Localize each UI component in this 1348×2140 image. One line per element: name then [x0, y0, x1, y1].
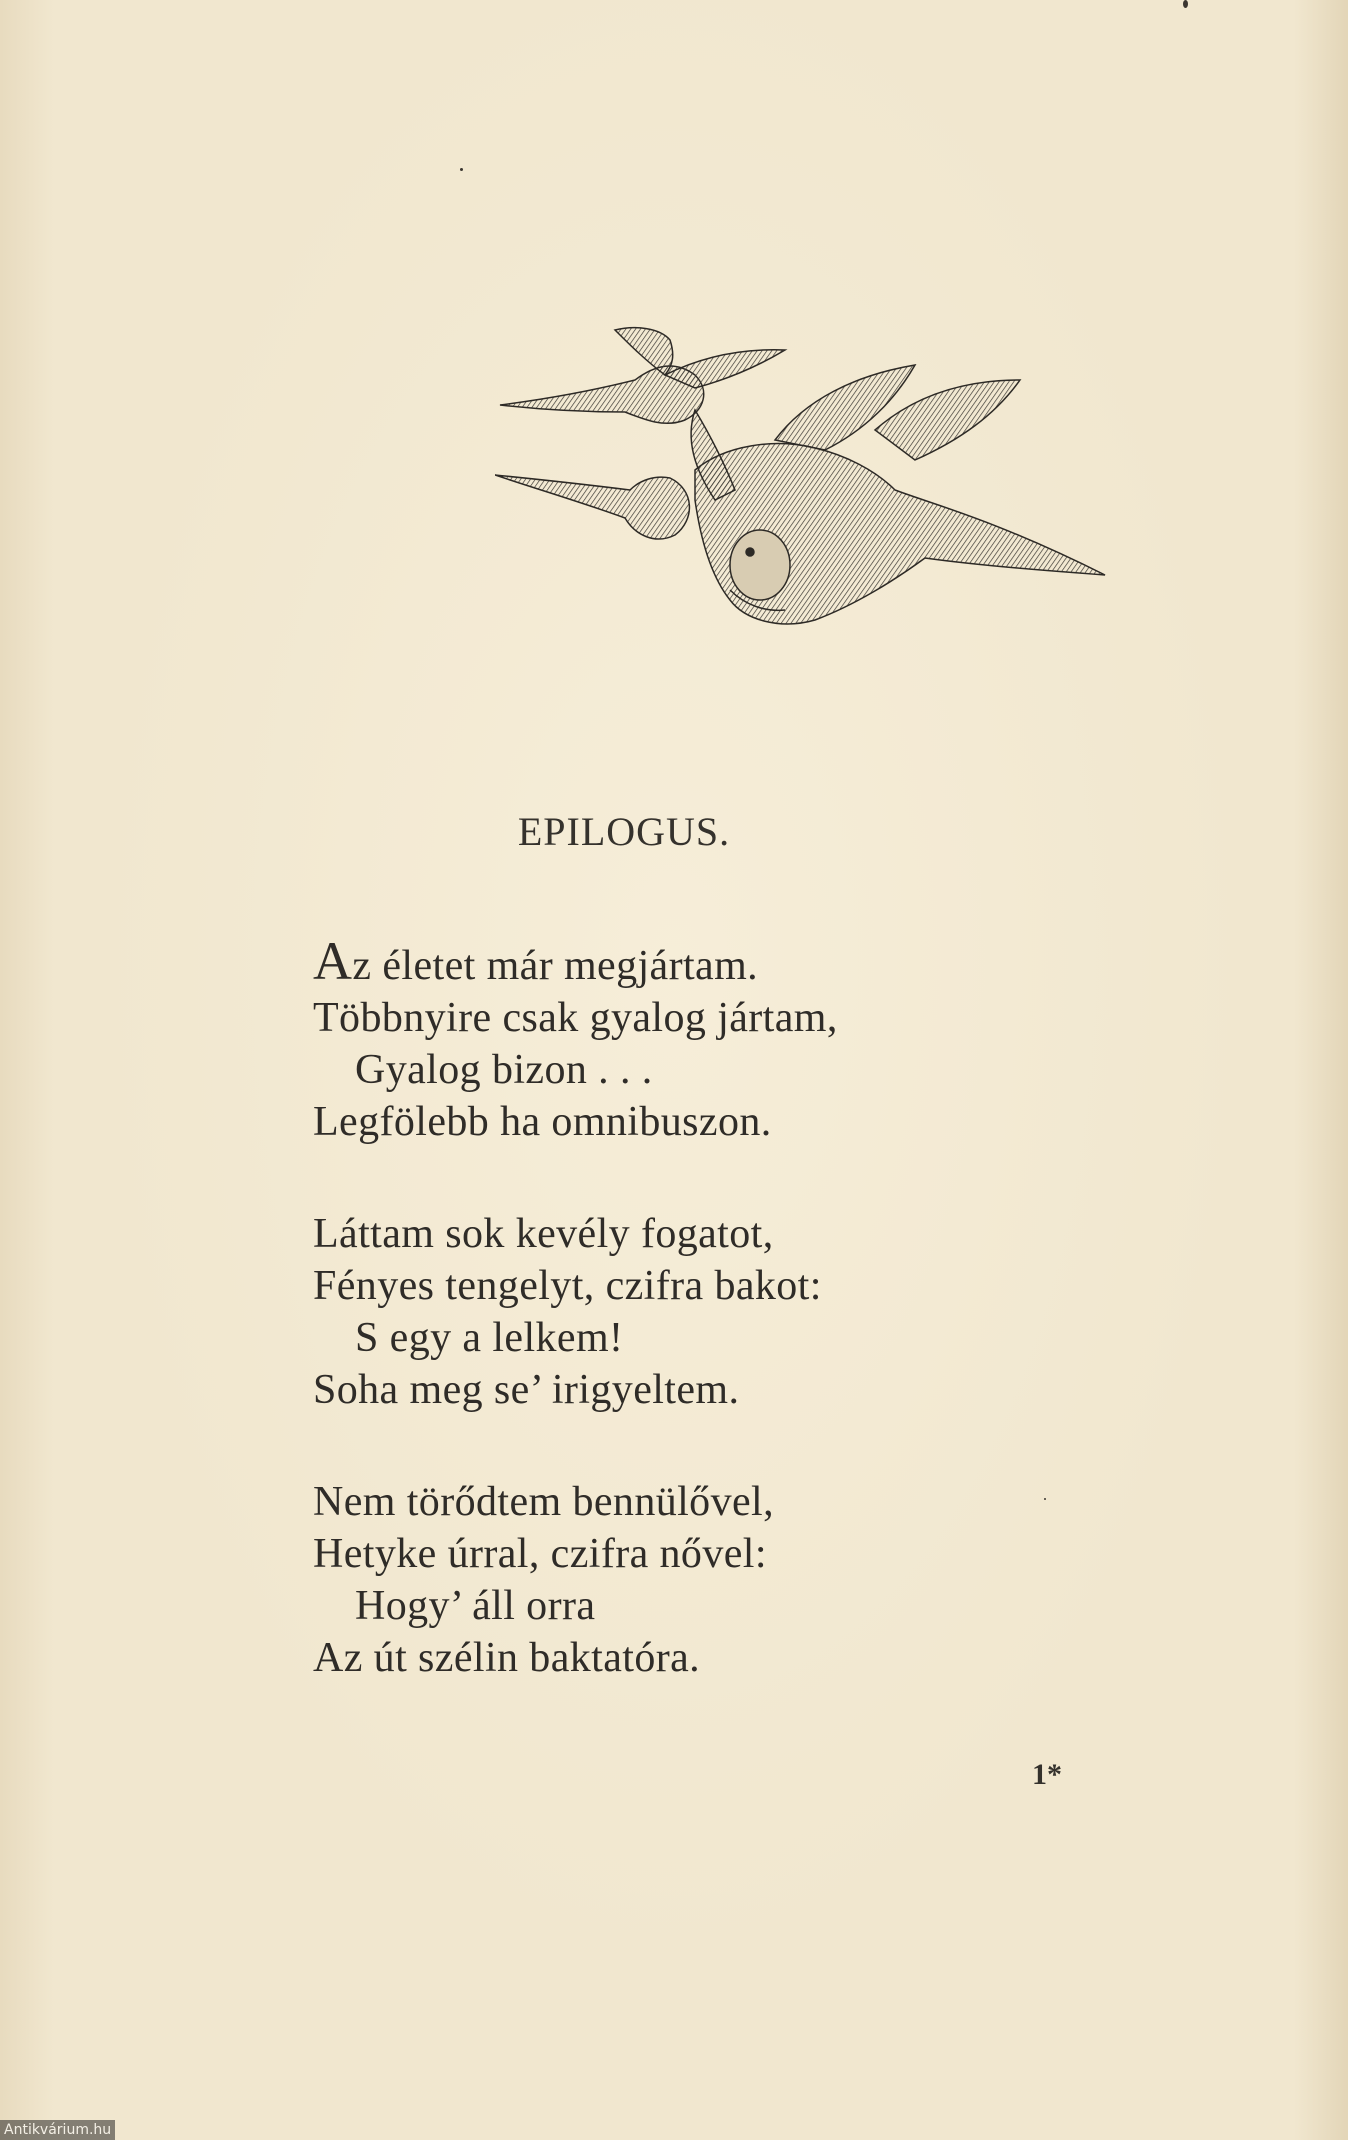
poem-title: EPILOGUS.	[517, 809, 731, 854]
stanza	[313, 1208, 1113, 1416]
poem-body	[313, 931, 1113, 1744]
poem-line: Hetyke úrral, czifra nővel:	[313, 1531, 767, 1577]
swallows-vignette-icon	[495, 320, 1115, 640]
print-speck	[460, 168, 463, 171]
lower-left-swallow	[495, 475, 689, 539]
poem-line: Többnyire csak gyalog jártam,	[313, 995, 838, 1041]
poem-line: Soha meg se’ irigyeltem.	[313, 1367, 740, 1413]
poem-line: S egy a lelkem!	[355, 1315, 624, 1361]
poem-line: Hogy’ áll orra	[355, 1583, 596, 1629]
poem-line: Fényes tengelyt, czifra bakot:	[313, 1263, 822, 1309]
poem-line: Láttam sok kevély fogatot,	[313, 1211, 774, 1257]
poem-line: Gyalog bizon . . .	[355, 1047, 653, 1093]
print-speck	[1044, 1498, 1046, 1500]
stanza	[313, 1476, 1113, 1684]
large-swallow	[691, 365, 1105, 624]
print-speck	[1183, 0, 1188, 8]
stanza	[313, 931, 1113, 1148]
watermark: Antikvárium.hu	[0, 2120, 115, 2140]
poem-line	[313, 931, 1113, 992]
poem-line: Az út szélin baktatóra.	[313, 1635, 701, 1681]
poem-line-text: z életet már megjártam.	[352, 943, 759, 989]
initial-capital: A	[313, 931, 353, 991]
upper-swallow	[500, 328, 785, 424]
poem-line: Legfölebb ha omnibuszon.	[313, 1099, 772, 1145]
page-folio: 1*	[1032, 1758, 1062, 1791]
poem-line: Nem törődtem bennülővel,	[313, 1479, 774, 1525]
